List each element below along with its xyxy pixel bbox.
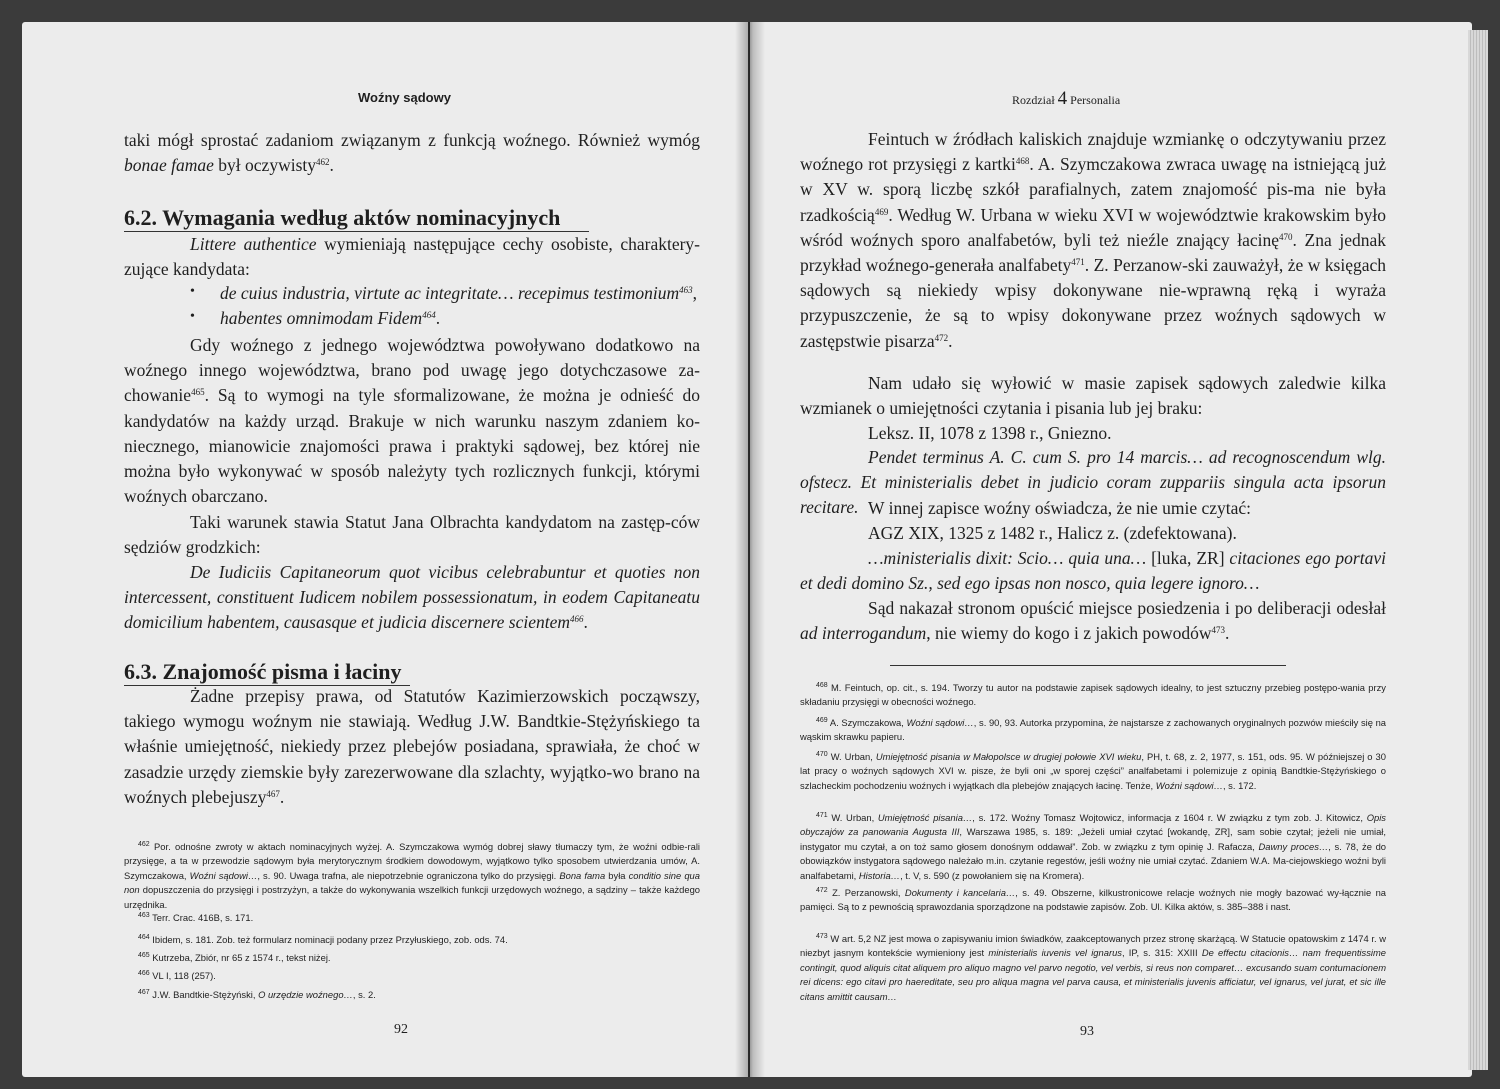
page-number-right: 93 bbox=[1080, 1024, 1094, 1039]
paragraph-4: Taki warunek stawia Statut Jana Olbrachta kandydatom na zastęp-ców sędziów grodzkich: bbox=[124, 512, 700, 558]
latin-excerpt-1: Pendet terminus A. C. cum S. pro 14 marcis… ad recognoscendum wlg. ofstecz. Et ministerialis debet in judicio coram zuppariis singula acta ipsorun recitare. bbox=[800, 447, 1386, 518]
footnote-463: $^{463}$ Terr. Crac. 416B, s. 171. bbox=[138, 912, 254, 923]
running-head-left: Woźny sądowy bbox=[358, 90, 451, 105]
paragraph-3: Gdy woźnego z jednego województwa powoływano dodatkowo na woźnego innego województwa, brano pod uwagę jego dotychczasowe za-chowanie$^{465}$. Są to wymogi na tyle sformalizowane, że można je odnieść do kandydatów na każdy urząd. Brakuje w nich warunku naszym zdaniem ko-niecznego, mianowicie znajomości prawa i praktyki sądowej, bez której nie można było wykonywać w sposób należyty tych rozlicznych funkcji, którymi woźnych obarczano. bbox=[124, 335, 700, 507]
footnote-467: $^{467}$ J.W. Bandtkie-Stężyński, O urzędzie woźnego…, s. 2. bbox=[138, 989, 376, 1000]
section-heading-6-2: 6.2. Wymagania według aktów nominacyjnych bbox=[124, 205, 589, 232]
footnote-469: $^{469}$ A. Szymczakowa, Woźni sądowi…, s. 90, 93. Autorka przypomina, że najstarsze z zachowanych oryginalnych pozwów mieściły się na wąskim skrawku papieru. bbox=[800, 717, 1387, 743]
bullet-dot: • bbox=[190, 309, 195, 324]
paragraph-2: Littere authentice wymieniają następujące cechy osobiste, charaktery-zujące kandydata: bbox=[124, 234, 700, 280]
book-gutter-shadow bbox=[735, 22, 765, 1077]
page-edges bbox=[1468, 30, 1488, 1070]
paragraph-4: Sąd nakazał stronom opuścić miejsce posiedzenia i po deliberacji odesłał ad interrogandum, nie wiemy do kogo i z jakich powodów$^{473}$. bbox=[800, 598, 1386, 644]
footnote-470: $^{470}$ W. Urban, Umiejętność pisania w Małopolsce w drugiej połowie XVI wieku, PH, t. 68, z. 2, 1977, s. 151, ods. 95. W późniejszej o 30 lat pracy o woźnych sądowych XVI w. pisze, że byli oni „w sporej części” analfabetami i polemizuje z opinią Bandtkie-Stężyńskiego o szlacheckim pochodzeniu woźnych i wyjątkach dla plebejów znających łacinę. Tenże, Woźni sądowi…, s. 172. bbox=[800, 751, 1386, 791]
source-citation-1: Leksz. II, 1078 z 1398 r., Gniezno. bbox=[868, 423, 1112, 443]
footnote-472: $^{472}$ Z. Perzanowski, Dokumenty i kancelaria…, s. 49. Obszerne, kilkustronicowe relacje woźnych nie mogły bazować wy-łącznie na pamięci. Są to z pewnością sprawozdania sporządzone na podstawie zapisów. Zob. Ul. Kilka aktów, s. 385–388 i nast. bbox=[800, 887, 1387, 913]
latin-quote: De Iudiciis Capitaneorum quot vicibus celebrabuntur et quoties non intercessent, constituent Iudicem nobilem possessionatum, in eodem Capitaneatu domicilium habentem, causasque et judicia discernere scientem$^{466}$. bbox=[124, 562, 700, 633]
bullet-dot: • bbox=[190, 284, 195, 299]
paragraph-2: Nam udało się wyłowić w masie zapisek sądowych zaledwie kilka wzmianek o umiejętności czytania i pisania lub jej braku: bbox=[800, 373, 1386, 419]
left-page bbox=[22, 22, 748, 1077]
running-head-right: Rozdział 4 Personalia bbox=[1012, 88, 1121, 109]
footnote-466: $^{466}$ VL I, 118 (257). bbox=[138, 970, 216, 981]
footnote-471: $^{471}$ W. Urban, Umiejętność pisania…, s. 172. Woźny Tomasz Wojtowicz, informacja z 1604 r. W związku z tym zob. J. Kitowicz, Opis obyczajów za panowania Augusta III, Warszawa 1985, s. 189: „Jeżeli umiał czytać [wokandę, ZR], sam sobie czytał; jeżeli nie umiał, instygator mu czytał, a on toż samo głosem donośnym oddawał”. Zob. w związku z tym opinię J. Rafacza, Dawny proces…, s. 78, że do obowiązków instygatora sądowego należało m.in. czytanie regestów, jeśli woźny nie umiał czytać. Zdaniem W.A. Ma-ciejowskiego woźni byli analfabetami, Historia…, t. V, s. 590 (z powołaniem się na Kromera). bbox=[800, 812, 1386, 881]
footnote-separator bbox=[890, 665, 1286, 666]
paragraph-5: Żadne przepisy prawa, od Statutów Kazimierzowskich począwszy, takiego wymogu woźnym nie stawiają. Według J.W. Bandtkie-Stężyńskiego ta właśnie umiejętność, niekiedy przez plebejów posiadana, sprawiała, że choć w zasadzie urzędy ziemskie były zarezerwowane dla szlachty, wyjątko-wo brano na woźnych plebejuszy$^{467}$. bbox=[124, 686, 700, 807]
page-number-left: 92 bbox=[394, 1022, 408, 1037]
footnote-462: $^{462}$ Por. odnośne zwroty w aktach nominacyjnych wyżej. A. Szymczakowa wymóg dobrej sławy tłumaczy tym, że woźni odbie-rali przysięge, a ta w przewodzie sądowym była merytorycznym środkiem dowodowym, wyjątkowo tylko sposobem utwierdzania umów, A. Szymczakowa, Woźni sądowi…, s. 90. Uwaga trafna, ale niepotrzebnie ograniczona tylko do przysięgi. Bona fama była conditio sine qua non dopuszczenia do przysięgi i postrzyżyn, a także do wykonywania wszelkich funkcji urzędowych woźnego, a sądziny – także każdego urzędnika. bbox=[124, 841, 700, 910]
bullet-item-1: de cuius industria, virtute ac integritate… recepimus testimonium$^{463}$, bbox=[220, 283, 698, 303]
footnote-464: $^{464}$ Ibidem, s. 181. Zob. też formularz nominacji podany przez Przyłuskiego, zob. ods. 74. bbox=[138, 934, 508, 945]
footnote-465: $^{465}$ Kutrzeba, Zbiór, nr 65 z 1574 r., tekst niżej. bbox=[138, 952, 331, 963]
footnote-473: $^{473}$ W art. 5,2 NZ jest mowa o zapisywaniu imion świadków, zaakceptowanych przez stronę skarżącą. W Statucie opatowskim z 1474 r. w niezbyt jasnym kontekście wymieniony jest ministerialis iuvenis vel ignarus, IP, s. 315: XXIII De effectu citacionis… nam frequentissime contingit, quod aliquis citat aliquem pro aliquo magno vel parvo negotio, vel verbis, si reus non comparet… excusando suam contumacionem rei dicens: ego citavi pro haereditate, seu pro aliqua magna vel parva causa, et ministerialis juvenis afficiatur, vel ignarus, vel jurat, et sic ille citans amittit causam… bbox=[800, 933, 1386, 1002]
source-citation-2: AGZ XIX, 1325 z 1482 r., Halicz z. (zdefektowana). bbox=[868, 523, 1237, 543]
right-page bbox=[750, 22, 1472, 1077]
paragraph-1: Feintuch w źródłach kaliskich znajduje wzmiankę o odczytywaniu przez woźnego rot przysięgi z kartki$^{468}$. A. Szymczakowa zwraca uwagę na istniejącą już w XV w. sporą liczbę szkół parafialnych, zatem znajomość pis-ma nie była rzadkością$^{469}$. Według W. Urbana w wieku XVI w województwie krakowskim było wśród woźnych sporo analfabetów, byli też nieźle znający łacinę$^{470}$. Zna jednak przykład woźnego-generała analfabety$^{471}$. Z. Perzanow-ski zauważył, że w księgach sądowych są niekiedy wpisy dokonywane nie-wprawną ręką i wyraża przypuszczenie, że są to wpisy dokonywane przez woźnych sądowych w zastępstwie pisarza$^{472}$. bbox=[800, 129, 1387, 351]
footnote-468: $^{468}$ M. Feintuch, op. cit., s. 194. Tworzy tu autor na podstawie zapisek sądowych idealny, to jest sztuczny przebieg postępo-wania przy składaniu przysięgi w obecności woźnego. bbox=[800, 682, 1386, 708]
bullet-item-2: habentes omnimodam Fidem$^{464}$. bbox=[220, 308, 441, 328]
section-heading-6-3: 6.3. Znajomość pisma i łaciny bbox=[124, 659, 410, 686]
latin-excerpt-2: …ministerialis dixit: Scio… quia una… [luka, ZR] citaciones ego portavi et dedi domino Sz., sed ego ipsas non nosco, quia legere ignoro… bbox=[800, 548, 1386, 594]
paragraph-1: taki mógł sprostać zadaniom związanym z funkcją woźnego. Również wymóg bonae famae był oczywisty$^{462}$. bbox=[124, 130, 700, 176]
paragraph-3: W innej zapisce woźny oświadcza, że nie umie czytać: bbox=[868, 498, 1252, 518]
